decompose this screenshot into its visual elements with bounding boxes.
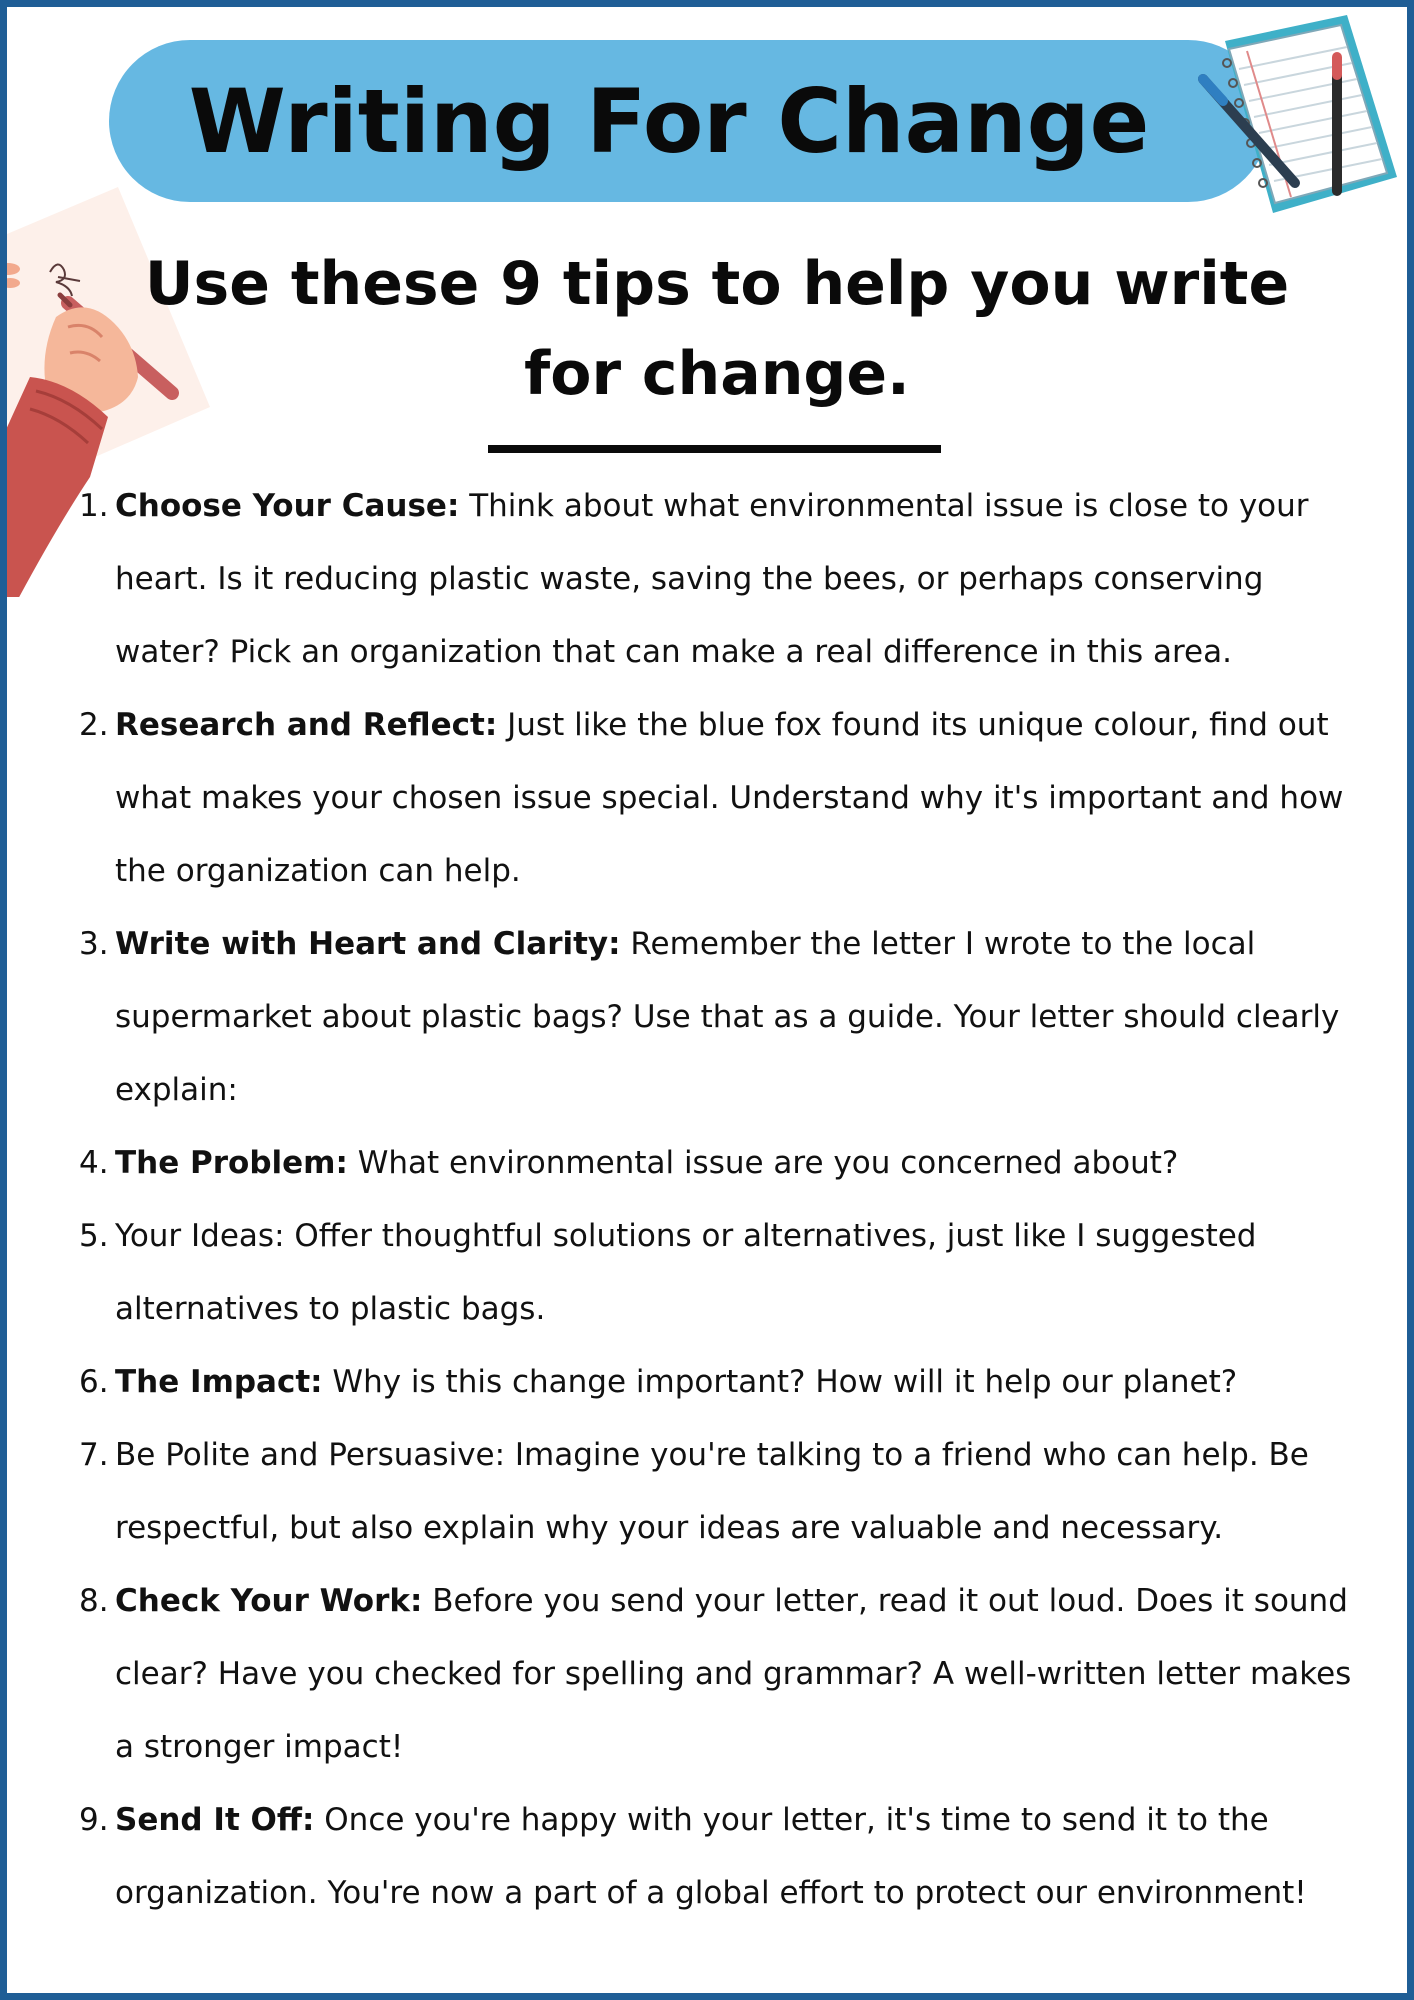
tip-item	[67, 689, 1357, 908]
tip-number: 7.	[79, 1437, 109, 1473]
tip-item	[67, 1565, 1357, 1784]
tip-heading: Choose Your Cause:	[115, 488, 460, 524]
tip-number: 2.	[79, 707, 109, 743]
tip-body: Just like the blue fox found its unique colour, find out what makes your chosen issue special. Understand why it's important and how the organization can help.	[115, 707, 1344, 889]
title-divider	[488, 445, 941, 453]
tip-body: Your Ideas: Offer thoughtful solutions or alternatives, just like I suggested alternatives to plastic bags.	[115, 1218, 1257, 1327]
tip-heading: The Problem:	[115, 1145, 348, 1181]
tip-number: 9.	[79, 1802, 109, 1838]
tip-number: 8.	[79, 1583, 109, 1619]
tip-body: Why is this change important? How will it help our planet?	[322, 1364, 1238, 1400]
tip-number: 4.	[79, 1145, 109, 1181]
tip-item	[67, 1784, 1357, 1930]
tip-number: 1.	[79, 488, 109, 524]
tip-item	[67, 1200, 1357, 1346]
tip-heading: The Impact:	[115, 1364, 323, 1400]
tip-body: Before you send your letter, read it out loud. Does it sound clear? Have you checked for spelling and grammar? A well-written letter makes a stronger impact!	[115, 1583, 1352, 1765]
tip-item	[67, 1419, 1357, 1565]
tip-item	[67, 908, 1357, 1127]
tip-item	[67, 1127, 1357, 1200]
tip-body: Be Polite and Persuasive: Imagine you're talking to a friend who can help. Be respectful, but also explain why your ideas are valuable and necessary.	[115, 1437, 1309, 1546]
subtitle: Use these 9 tips to help you write for change.	[144, 249, 1290, 409]
tip-item	[67, 1346, 1357, 1419]
title-banner	[109, 40, 1269, 202]
notebook-with-pens-icon	[1187, 7, 1414, 237]
tip-number: 5.	[79, 1218, 109, 1254]
tip-body: Think about what environmental issue is close to your heart. Is it reducing plastic waste, saving the bees, or perhaps conserving water? Pick an organization that can make a real difference in this area.	[115, 488, 1309, 670]
tips-list	[67, 470, 1357, 1930]
tip-number: 6.	[79, 1364, 109, 1400]
tip-item	[67, 470, 1357, 689]
tip-body: Once you're happy with your letter, it's time to send it to the organization. You're now a part of a global effort to protect our environment!	[115, 1802, 1307, 1911]
tip-heading: Research and Reflect:	[115, 707, 498, 743]
tip-number: 3.	[79, 926, 109, 962]
page-title: Writing For Change	[188, 69, 1150, 173]
tip-body: What environmental issue are you concerned about?	[347, 1145, 1179, 1181]
tip-heading: Write with Heart and Clarity:	[115, 926, 621, 962]
tip-heading: Check Your Work:	[115, 1583, 423, 1619]
tip-heading: Send It Off:	[115, 1802, 315, 1838]
tip-body: Remember the letter I wrote to the local supermarket about plastic bags? Use that as a guide. Your letter should clearly explain:	[115, 926, 1340, 1108]
